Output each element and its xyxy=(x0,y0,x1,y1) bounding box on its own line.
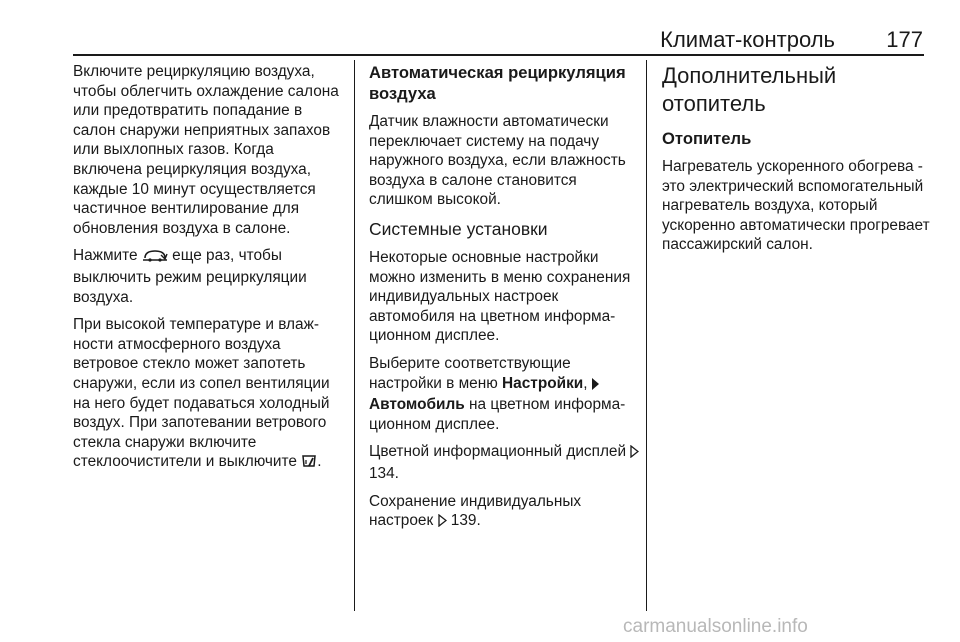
recirculation-icon xyxy=(142,248,168,268)
page-reference-icon xyxy=(630,444,639,464)
reference-colour-display xyxy=(369,442,641,483)
fogging-paragraph xyxy=(73,315,345,474)
header-rule xyxy=(73,54,924,56)
recirculation-off-paragraph xyxy=(73,246,345,307)
page-reference-icon xyxy=(438,513,447,533)
column-2 xyxy=(369,62,641,541)
heater-subheading: Отопитель xyxy=(662,129,752,148)
text-segment: Сохранение индивидуальных настроек xyxy=(369,492,582,530)
text-segment: . xyxy=(317,453,322,471)
menu-settings: Настройки xyxy=(502,374,584,392)
settings-menu-paragraph xyxy=(369,354,641,434)
auto-recirculation-heading: Автоматическая рециркуляция воздуха xyxy=(369,63,626,103)
column-1 xyxy=(73,62,345,482)
settings-paragraph: Некоторые основные настройки можно изменить в меню сохранения индивидуальных настроек автомобиля на цветном информационном дисплее. xyxy=(369,248,631,345)
recirculation-paragraph: Включите рециркуляцию воздуха, чтобы облегчить охлаждение салона или предотвратить попадание в салон снаружи неприятных запахов или выхлопных газов. Когда включена рециркуляция воздуха, каждые 10 минут осуществляется частичное вентилирование для обновления воздуха в салоне. xyxy=(73,63,339,237)
text-segment: Цветной информационный дисплей xyxy=(369,443,627,461)
heater-paragraph: Нагреватель ускоренного обогрева - это электрический вспомогательный нагреватель воздуха, который ускоренно автоматически прогревает пассажирский салон. xyxy=(662,158,930,254)
text-segment: Выберите соответствующие настройки в меню xyxy=(369,354,571,392)
column-divider-2 xyxy=(646,60,647,611)
menu-vehicle: Автомобиль xyxy=(369,396,465,414)
column-3 xyxy=(662,62,930,263)
reference-personalisation xyxy=(369,492,641,533)
text-segment: Нажмите xyxy=(73,247,138,265)
menu-arrow-icon xyxy=(592,376,599,396)
reference-page[interactable]: 134. xyxy=(369,464,399,482)
windscreen-wiper-icon xyxy=(301,453,317,474)
text-segment: , xyxy=(583,374,588,392)
column-divider-1 xyxy=(354,60,355,611)
text-segment: При высокой температуре и влажности атмосферного воздуха ветровое стекло может запотеть снаружи, если из сопел вентиляции на него будет подаваться холодный воздух. При запотевании ветрового стекла снаружи включите стеклоочистители и выключите xyxy=(73,316,330,471)
text-segment: на цветном информационном дисплее. xyxy=(369,396,626,433)
reference-page[interactable]: 139. xyxy=(450,512,481,530)
auxiliary-heater-heading: Дополнительный отопитель xyxy=(662,63,837,116)
humidity-sensor-paragraph: Датчик влажности автоматически переключает систему на подачу наружного воздуха, если влажность воздуха в салоне становится слишком высокой. xyxy=(369,113,626,209)
text-segment: еще раз, чтобы выключить режим рециркуляции воздуха. xyxy=(73,247,307,306)
header-title: Климат-контроль xyxy=(660,27,835,52)
system-settings-heading: Системные установки xyxy=(369,218,548,239)
page-number: 177 xyxy=(886,27,923,52)
watermark: carmanualsonline.info xyxy=(623,616,808,637)
